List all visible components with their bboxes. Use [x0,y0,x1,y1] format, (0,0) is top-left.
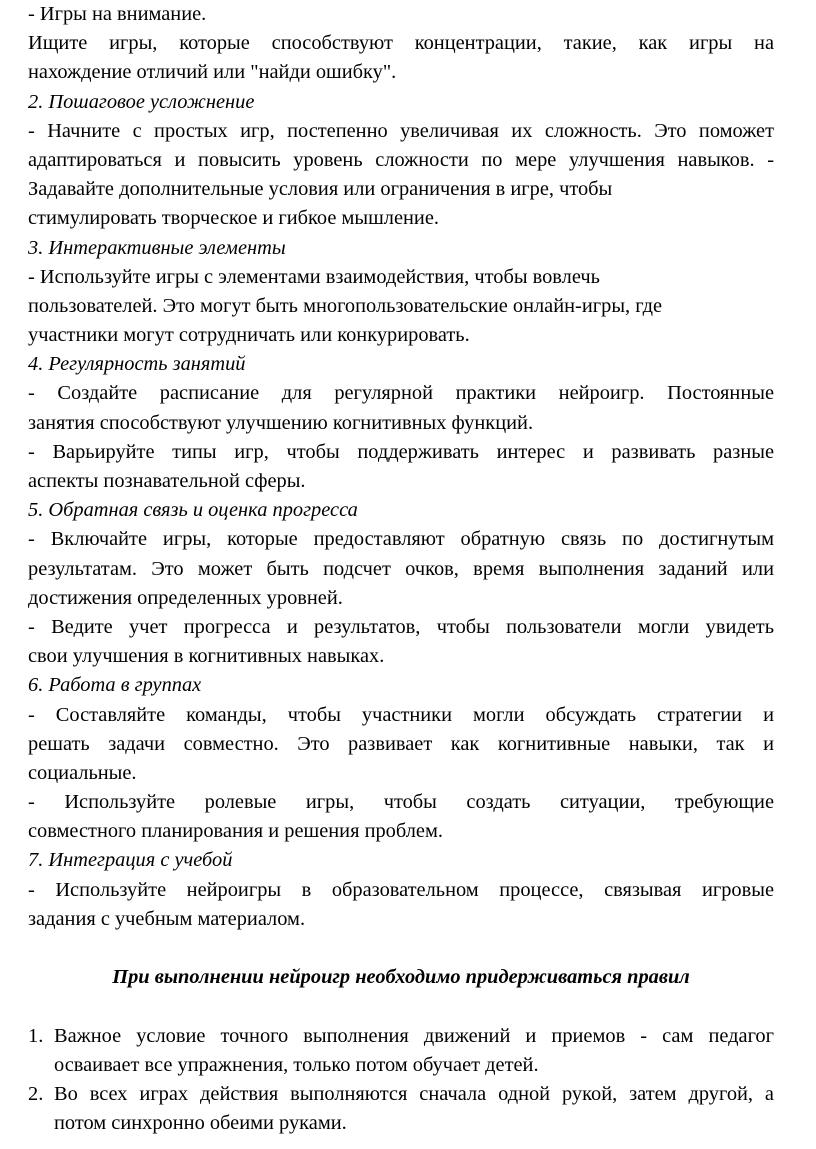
text-line: - Игры на внимание. [28,3,207,25]
text-line: решать задачи совместно. Это развивает как когнитивные навыки, так и [28,732,774,755]
text-line: стимулировать творческое и гибкое мышление. [28,207,439,230]
section-heading: 5. Обратная связь и оценка прогресса [28,499,358,522]
section-heading: 7. Интеграция с учебой [28,849,233,872]
text-line: - Используйте нейроигры в образовательном процессе, связывая игровые [28,878,774,901]
text-line: потом синхронно обеими руками. [54,1112,347,1135]
text-line: Ищите игры, которые способствуют концентрации, такие, как игры на [28,32,774,55]
text-line: занятия способствуют улучшению когнитивных функций. [28,411,534,434]
text-line: Задавайте дополнительные условия или ограничения в игре, чтобы [28,178,613,201]
section-heading: 3. Интерактивные элементы [28,236,286,259]
section-heading: 2. Пошаговое усложнение [28,90,255,113]
text-line: - Начните с простых игр, постепенно увеличивая их сложность. Это поможет [28,119,774,142]
text-line: задания с учебным материалом. [28,907,306,930]
text-line: - Варьируйте типы игр, чтобы поддерживать интерес и развивать разные [28,440,774,463]
text-line: аспекты познавательной сферы. [28,470,306,492]
text-line: - Используйте ролевые игры, чтобы создать ситуации, требующие [28,791,774,814]
rules-heading: При выполнении нейроигр необходимо придерживаться правил [112,966,690,989]
text-line: - Включайте игры, которые предоставляют обратную связь по достигнутым [28,528,774,551]
spacer [28,992,774,1021]
rules-list-item [28,1022,774,1080]
text-line: - Ведите учет прогресса и результатов, чтобы пользователи могли увидеть [28,615,774,638]
text-line: совместного планирования и решения проблем. [28,820,443,843]
section-heading: 4. Регулярность занятий [28,353,246,376]
text-line: адаптироваться и повысить уровень сложности по мере улучшения навыков. - [28,148,774,171]
text-line: социальные. [28,761,137,784]
rules-list-item [28,1080,774,1138]
text-line: Важное условие точного выполнения движений и приемов - сам педагог [54,1024,774,1047]
list-number: 2. [28,1082,44,1105]
text-line: достижения определенных уровней. [28,586,343,609]
list-number: 1. [28,1024,44,1047]
text-line: - Создайте расписание для регулярной практики нейроигр. Постоянные [28,382,774,405]
text-line: результатам. Это может быть подсчет очков, время выполнения заданий или [28,557,774,580]
text-line: свои улучшения в когнитивных навыках. [28,645,385,668]
spacer [28,934,774,963]
section-heading: 6. Работа в группах [28,674,202,697]
text-line: - Используйте игры с элементами взаимодействия, чтобы вовлечь [28,265,600,288]
text-line: - Составляйте команды, чтобы участники могли обсуждать стратегии и [28,703,774,726]
text-line: пользователей. Это могут быть многопользовательские онлайн-игры, где [28,294,662,317]
text-line: нахождение отличий или "найди ошибку". [28,61,397,84]
text-line: Во всех играх действия выполняются сначала одной рукой, затем другой, а [54,1082,774,1105]
text-line: участники могут сотрудничать или конкурировать. [28,324,470,347]
text-line: осваивает все упражнения, только потом обучает детей. [54,1053,539,1076]
